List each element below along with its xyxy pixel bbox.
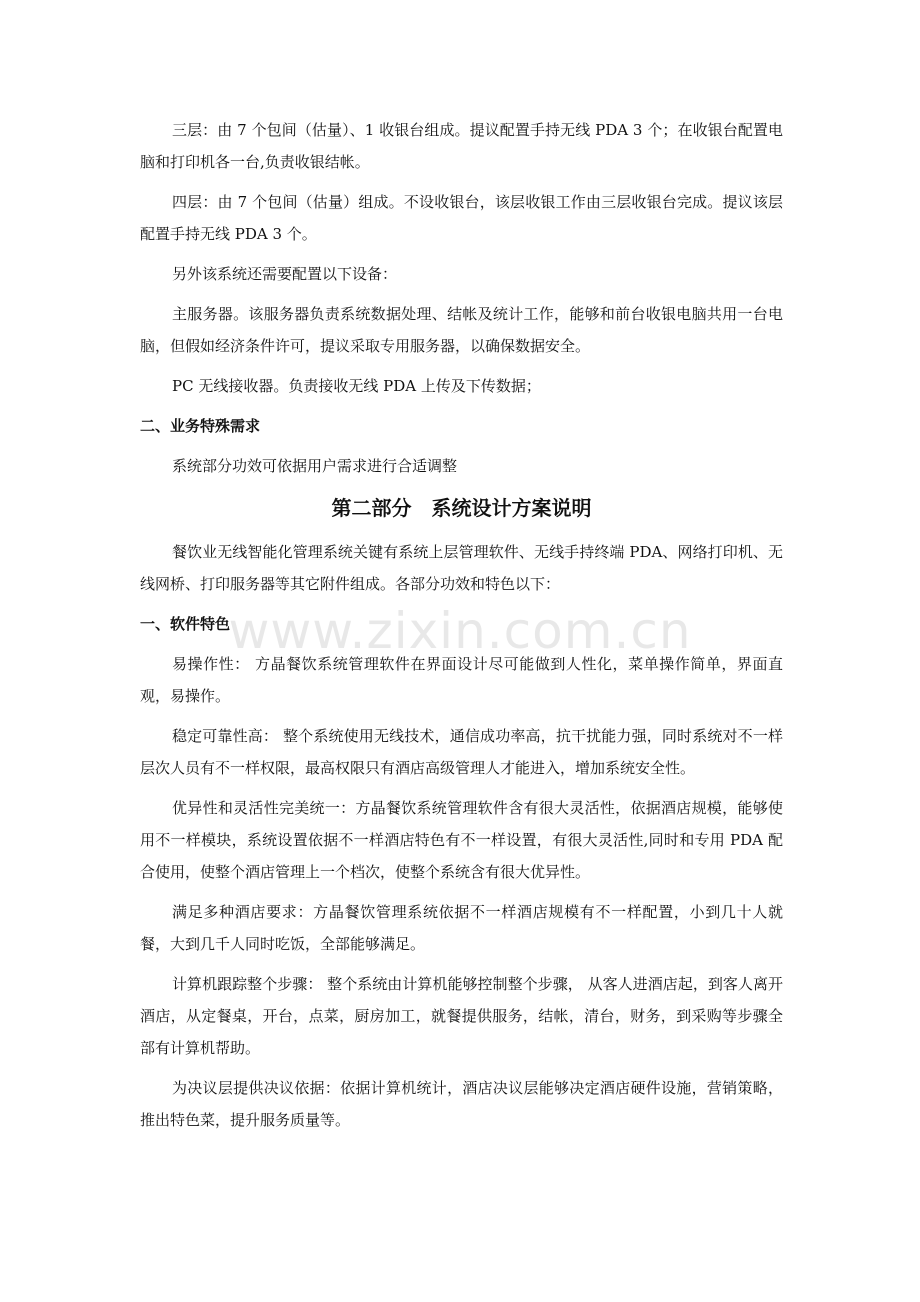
paragraph-main-server: 主服务器。该服务器负责系统数据处理、结帐及统计工作，能够和前台收银电脑共用一台电脑，但假如经济条件许可，提议采取专用服务器，以确保数据安全。 — [140, 305, 783, 355]
part-two-title: 第二部分 系统设计方案说明 — [331, 496, 592, 520]
paragraph-flexibility: 优异性和灵活性完美统一：方晶餐饮系统管理软件含有很大灵活性，依据酒店规模，能够使用不一样模块，系统设置依据不一样酒店特色有不一样设置，有很大灵活性,同时和专用 PDA 配合使用，使整个酒店管理上一个档次，使整个系统含有很大优异性。 — [140, 799, 783, 881]
document-body — [140, 114, 783, 1144]
heading-business-needs: 二、业务特殊需求 — [140, 417, 261, 435]
paragraph-process-tracking: 计算机跟踪整个步骤： 整个系统由计算机能够控制整个步骤， 从客人进酒店起，到客人离开酒店，从定餐桌，开台，点菜，厨房加工，就餐提供服务，结帐，清台，财务，到采购等步骤全部有计算机帮助。 — [140, 975, 783, 1057]
paragraph-system-intro: 餐饮业无线智能化管理系统关键有系统上层管理软件、无线手持终端 PDA、网络打印机、无线网桥、打印服务器等其它附件组成。各部分功效和特色以下： — [140, 543, 783, 593]
watermark: www.zixin.com.cn — [228, 602, 692, 660]
paragraph-extra-equipment: 另外该系统还需要配置以下设备： — [172, 265, 398, 283]
heading-software-features: 一、软件特色 — [140, 615, 231, 633]
paragraph-business-needs: 系统部分功效可依据用户需求进行合适调整 — [172, 457, 458, 475]
paragraph-ease-of-use: 易操作性： 方晶餐饮系统管理软件在界面设计尽可能做到人性化，菜单操作简单，界面直观，易操作。 — [140, 655, 783, 705]
paragraph-reliability: 稳定可靠性高： 整个系统使用无线技术，通信成功率高，抗干扰能力强，同时系统对不一样层次人员有不一样权限，最高权限只有酒店高级管理人才能进入，增加系统安全性。 — [140, 727, 783, 777]
paragraph-pc-receiver: PC 无线接收器。负责接收无线 PDA 上传及下传数据； — [172, 377, 541, 395]
paragraph-hotel-requirements: 满足多种酒店要求：方晶餐饮管理系统依据不一样酒店规模有不一样配置，小到几十人就餐，大到几千人同时吃饭，全部能够满足。 — [140, 903, 783, 953]
paragraph-fourth-floor: 四层：由 7 个包间（估量）组成。不设收银台，该层收银工作由三层收银台完成。提议该层配置手持无线 PDA 3 个。 — [140, 193, 783, 243]
paragraph-third-floor: 三层：由 7 个包间（估量）、1 收银台组成。提议配置手持无线 PDA 3 个；在收银台配置电脑和打印机各一台,负责收银结帐。 — [140, 121, 783, 171]
paragraph-decision-support: 为决议层提供决议依据：依据计算机统计，酒店决议层能够决定酒店硬件设施，营销策略，推出特色菜，提升服务质量等。 — [140, 1079, 783, 1129]
